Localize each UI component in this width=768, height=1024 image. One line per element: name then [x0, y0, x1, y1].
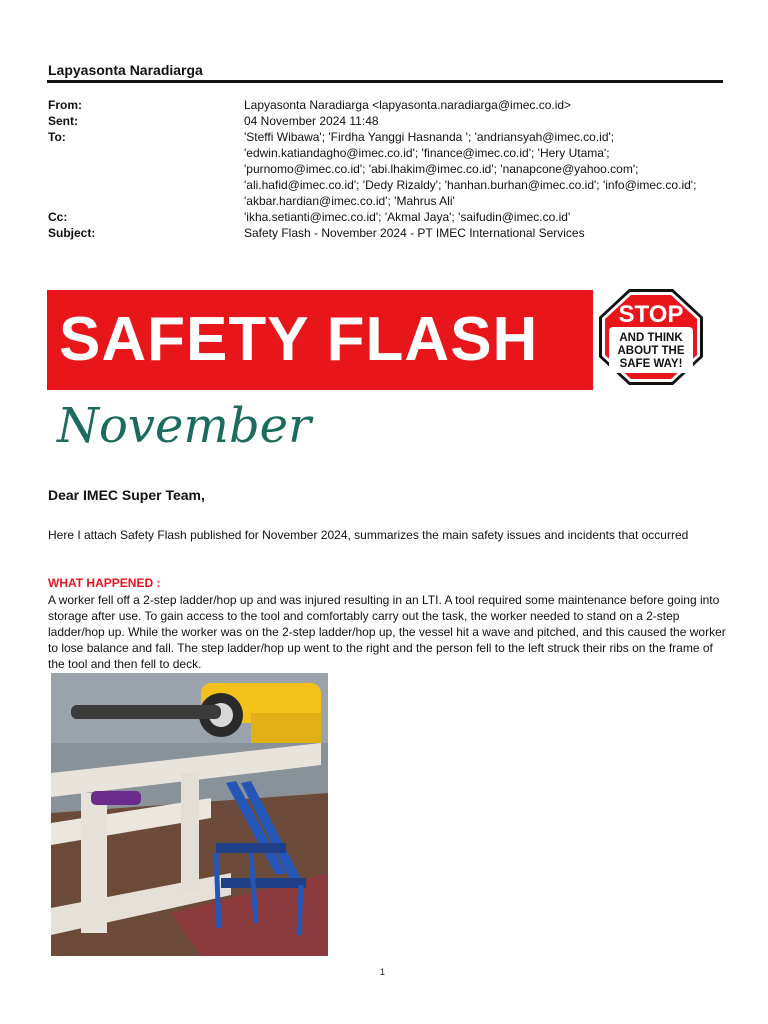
subject-label: Subject:	[48, 226, 96, 240]
safety-flash-banner	[47, 290, 593, 390]
sent-label: Sent:	[48, 114, 78, 128]
month-script-heading	[55, 396, 325, 458]
cc-label: Cc:	[48, 210, 68, 224]
to-label: To:	[48, 130, 66, 144]
from-value: Lapyasonta Naradiarga <lapyasonta.naradiarga@imec.co.id>	[244, 98, 572, 112]
header-divider	[47, 80, 723, 83]
stop-line: ABOUT THE	[617, 345, 685, 357]
sender-name-heading: Lapyasonta Naradiarga	[48, 62, 203, 78]
intro-paragraph: Here I attach Safety Flash published for November 2024, summarizes the main safety issues and incidents that occurred	[48, 528, 689, 542]
greeting: Dear IMEC Super Team,	[48, 487, 205, 503]
to-line: 'purnomo@imec.co.id'; 'abi.lhakim@imec.co.id'; 'nanapcone@yahoo.com';	[244, 162, 639, 176]
to-line: 'akbar.hardian@imec.co.id'; 'Mahrus Ali'	[244, 194, 455, 208]
to-value	[244, 129, 734, 209]
stop-word: STOP	[618, 301, 684, 328]
banner-title: SAFETY FLASH	[59, 305, 539, 374]
stop-sign-icon	[597, 287, 705, 387]
sent-value: 04 November 2024 11:48	[244, 114, 379, 128]
stop-line: AND THINK	[619, 332, 683, 344]
cc-value: 'ikha.setianti@imec.co.id'; 'Akmal Jaya'; 'saifudin@imec.co.id'	[244, 210, 571, 224]
what-happened-heading: WHAT HAPPENED :	[48, 576, 161, 590]
to-line: 'edwin.katiandagho@imec.co.id'; 'finance@imec.co.id'; 'Hery Utama';	[244, 146, 610, 160]
from-label: From:	[48, 98, 82, 112]
month-text: November	[57, 398, 312, 454]
to-line: 'ali.hafid@imec.co.id'; 'Dedy Rizaldy'; 'hanhan.burhan@imec.co.id'; 'info@imec.co.id';	[244, 178, 697, 192]
page-number: 1	[380, 967, 386, 977]
incident-photo	[51, 673, 328, 956]
subject-value: Safety Flash - November 2024 - PT IMEC International Services	[244, 226, 585, 240]
incident-description: A worker fell off a 2-step ladder/hop up and was injured resulting in an LTI. A tool required some maintenance before going into storage after use. To gain access to the tool and comfortably carry out the task, the worker needed to stand on a 2-step ladder/hop up. While the worker was on the 2-step ladder/hop up, the vessel hit a wave and pitched, and this caused the worker to lose balance and fall. The step ladder/hop up went to the right and the person fell to the left struck their ribs on the frame of the tool and then fell to deck.	[48, 593, 726, 671]
to-line: 'Steffi Wibawa'; 'Firdha Yanggi Hasnanda '; 'andriansyah@imec.co.id';	[244, 130, 615, 144]
stop-line: SAFE WAY!	[619, 358, 683, 370]
